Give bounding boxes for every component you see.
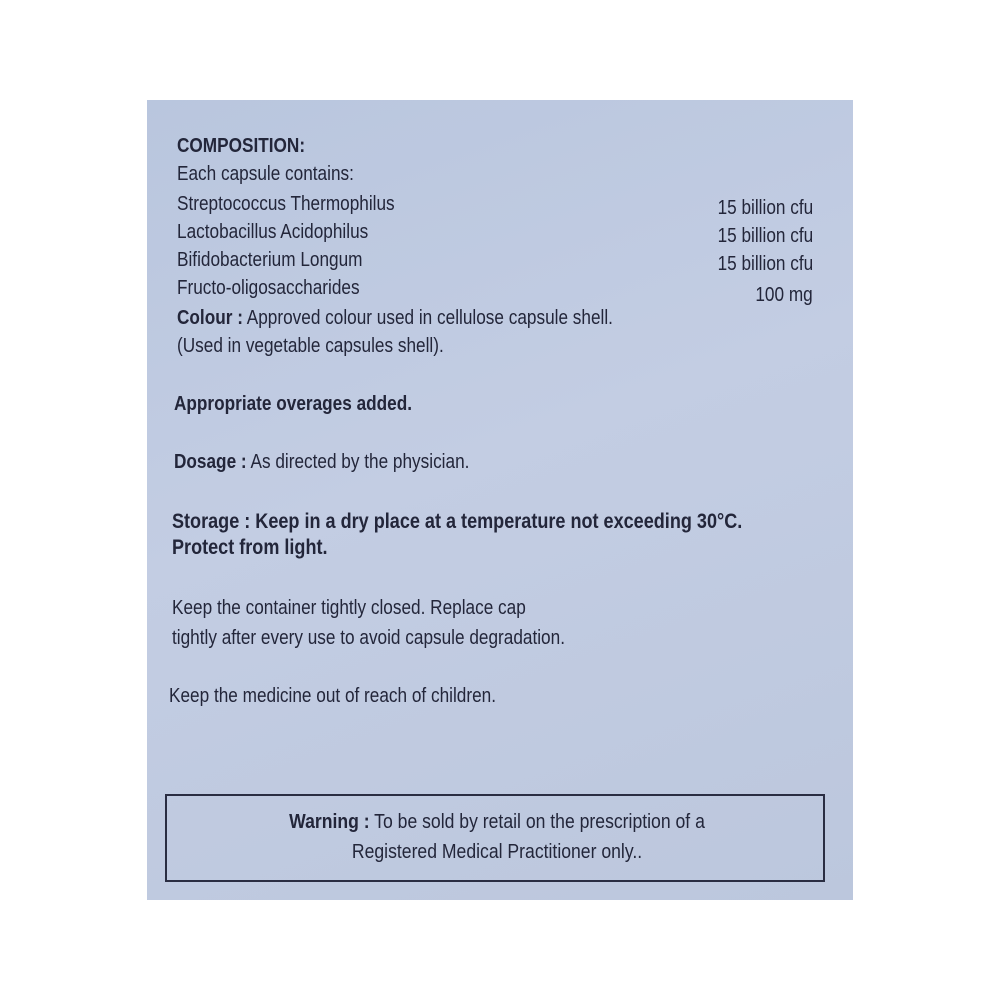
ingredient-amount: 15 billion cfu — [717, 197, 813, 219]
children-note: Keep the medicine out of reach of children. — [169, 685, 497, 707]
colour-text: Approved colour used in cellulose capsule shell. — [246, 307, 613, 329]
composition-title: COMPOSITION: — [177, 135, 306, 157]
ingredient-name: Lactobacillus Acidophilus — [177, 221, 369, 243]
warning-line-2: Registered Medical Practitioner only.. — [351, 841, 643, 863]
warning-label: Warning : — [289, 811, 370, 833]
medicine-label — [147, 100, 853, 900]
ingredient-amount: 15 billion cfu — [717, 225, 813, 247]
ingredient-name: Bifidobacterium Longum — [177, 249, 363, 271]
composition-intro: Each capsule contains: — [177, 163, 354, 185]
colour-line — [177, 306, 613, 330]
dosage-line — [174, 450, 469, 474]
ingredient-amount: 100 mg — [755, 284, 813, 306]
warning-line-1 — [207, 810, 788, 834]
warning-box — [165, 794, 825, 882]
warning-text-1: To be sold by retail on the prescription of a — [374, 811, 705, 833]
colour-label: Colour : — [177, 307, 243, 329]
dosage-label: Dosage : — [174, 451, 247, 473]
overages-note: Appropriate overages added. — [174, 393, 413, 415]
container-line-1: Keep the container tightly closed. Replace cap — [172, 597, 526, 619]
dosage-text: As directed by the physician. — [250, 451, 470, 473]
vegetable-note: (Used in vegetable capsules shell). — [177, 335, 444, 357]
ingredient-amount: 15 billion cfu — [717, 253, 813, 275]
container-line-2: tightly after every use to avoid capsule degradation. — [172, 627, 565, 649]
ingredient-name: Fructo-oligosaccharides — [177, 277, 360, 299]
ingredient-name: Streptococcus Thermophilus — [177, 193, 395, 215]
storage-line-1: Storage : Keep in a dry place at a temperature not exceeding 30°C. — [172, 510, 743, 533]
storage-line-2: Protect from light. — [172, 536, 328, 559]
